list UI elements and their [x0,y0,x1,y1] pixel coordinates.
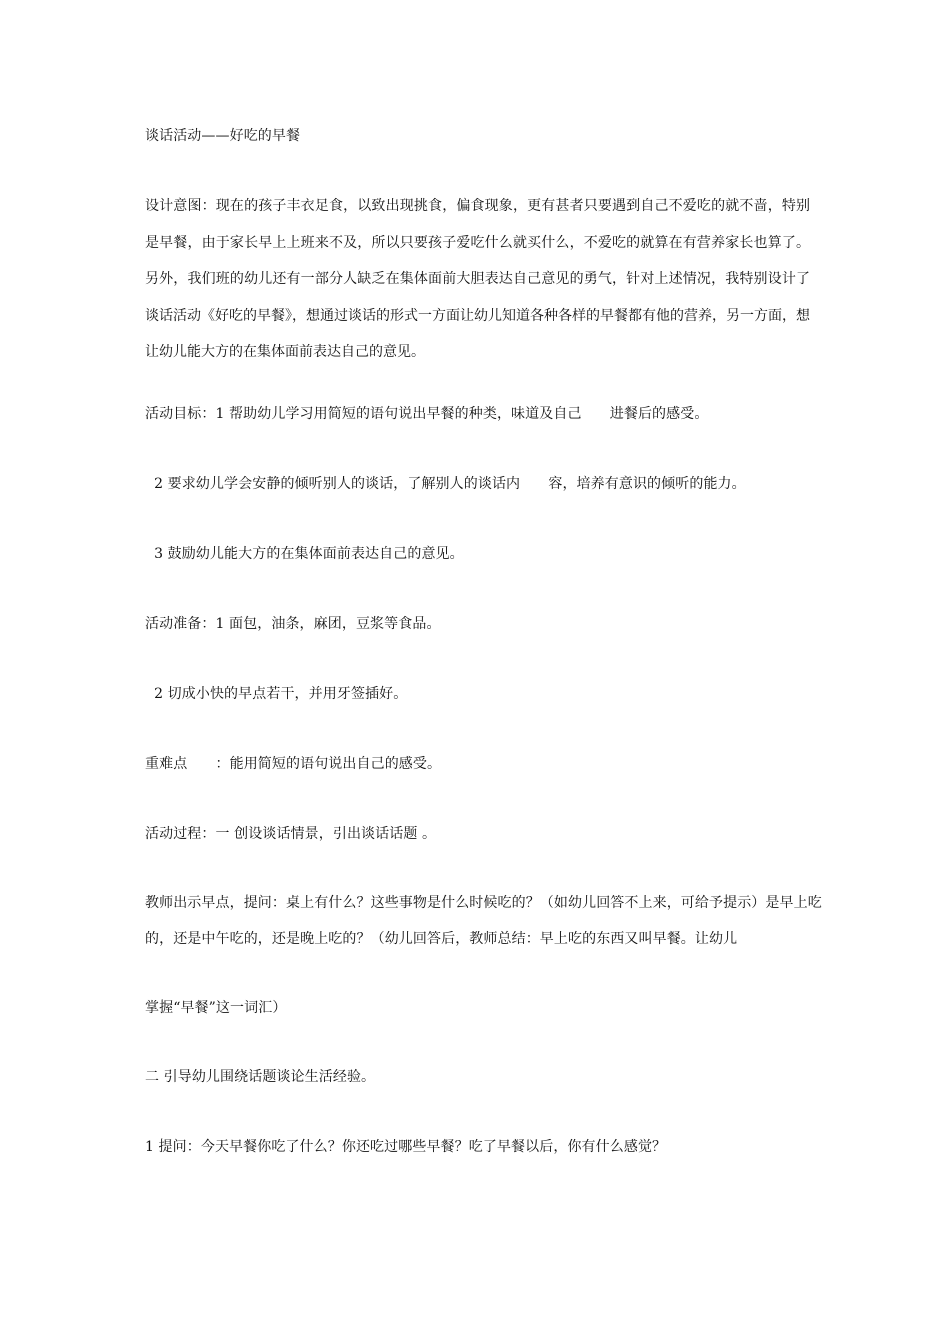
question-1: 1 提问：今天早餐你吃了什么？你还吃过哪些早餐？吃了早餐以后，你有什么感觉？ [145,1139,667,1155]
key-difficult-point: 重难点 ：能用简短的语句说出自己的感受。 [145,756,442,772]
activity-goal-2: 2 要求幼儿学会安静的倾听别人的谈话，了解别人的谈话内 容，培养有意识的倾听的能力。 [145,476,746,492]
activity-goal-3: 3 鼓励幼儿能大方的在集体面前表达自己的意见。 [145,546,464,562]
teacher-line-2: 的，还是中午吃的，还是晚上吃的？（幼儿回答后，教师总结：早上吃的东西又叫早餐。让幼儿 [145,931,738,947]
teacher-line-3: 掌握“早餐”这一词汇） [145,1000,287,1016]
activity-goal-1: 活动目标：1 帮助幼儿学习用简短的语句说出早餐的种类，味道及自己 进餐后的感受。 [145,406,709,422]
activity-process-1: 活动过程：一 创设谈话情景，引出谈话话题 。 [145,826,437,842]
activity-process-2: 二 引导幼儿围绕话题谈论生活经验。 [145,1069,376,1085]
document-title: 谈话活动——好吃的早餐 [145,128,301,144]
teacher-line-1: 教师出示早点，提问：桌上有什么？这些事物是什么时候吃的？（如幼儿回答不上来，可给予提示）是早上吃 [145,895,822,911]
activity-prep-2: 2 切成小快的早点若干，并用牙签插好。 [145,686,408,702]
design-intent-paragraph: 设计意图：现在的孩子丰衣足食，以致出现挑食，偏食现象，更有甚者只要遇到自己不爱吃的就不啬，特别是早餐，由于家长早上上班来不及，所以只要孩子爱吃什么就买什么，不爱吃的就算在有营养家长也算了。另外，我们班的幼儿还有一部分人缺乏在集体面前大胆表达自己意见的勇气，针对上述情况，我特别设计了谈话活动《好吃的早餐》，想通过谈话的形式一方面让幼儿知道各种各样的早餐都有他的营养，另一方面，想让幼儿能大方的在集体面前表达自己的意见。 [145,198,810,360]
activity-prep-1: 活动准备：1 面包，油条，麻团，豆浆等食品。 [145,616,441,632]
